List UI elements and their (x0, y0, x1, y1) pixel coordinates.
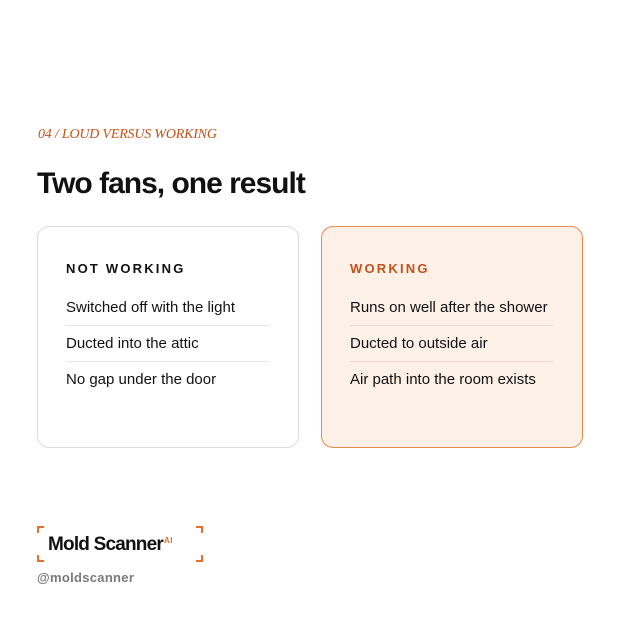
brand-wordmark (48, 534, 173, 556)
not-working-title: NOT WORKING (66, 261, 186, 276)
frame-corner-icon (37, 555, 44, 562)
frame-corner-icon (196, 555, 203, 562)
not-working-card (37, 226, 299, 448)
section-eyebrow: 04 / LOUD VERSUS WORKING (38, 127, 217, 142)
brand-logo (37, 526, 203, 562)
list-item: No gap under the door (66, 361, 269, 397)
list-item: Runs on well after the shower (350, 299, 548, 316)
page-title: Two fans, one result (37, 167, 305, 200)
list-item: Ducted to outside air (350, 325, 553, 361)
working-title: WORKING (350, 261, 430, 276)
list-item: Ducted into the attic (66, 325, 269, 361)
brand-suffix: AI (163, 536, 173, 545)
social-handle: @moldscanner (37, 570, 135, 585)
list-item: Switched off with the light (66, 299, 235, 316)
frame-corner-icon (37, 526, 44, 533)
working-card (321, 226, 583, 448)
frame-corner-icon (196, 526, 203, 533)
list-item: Air path into the room exists (350, 361, 553, 397)
brand-name: Mold Scanner (48, 534, 163, 555)
